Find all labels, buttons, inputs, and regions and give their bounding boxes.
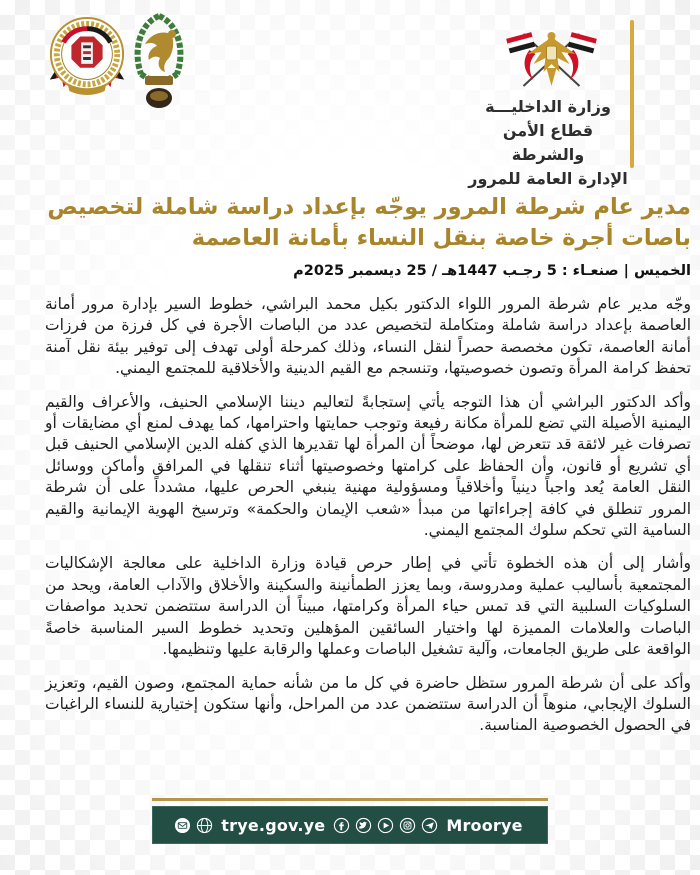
footer-gold-rule: [152, 798, 548, 801]
youtube-icon: [377, 817, 394, 834]
paragraph-2: وأكد الدكتور البراشي أن هذا التوجه يأتي إستجابةً لتعاليم ديننا الإسلامي الحنيف، والأعراف والقيم اليمنية الأصيلة التي تضع للمرأة مكانة رفيعة وتوجب حمايتها واحترامها، كما يهدف لمنع أي مضايقات أو تصرفات غير لائقة قد تتعرض لها، موضحاً أن المرأة لها تقديرها الذي كفله الدين الإسلامي الحنيف قبل أي تشريع أو قانون، وأن الحفاظ على كرامتها وخصوصيتها أثناء تنقلها في المرافق وأماكن ووسائل النقل العامة يُعد واجباً دينياً وأخلاقياً ومسؤولية مهنية ينبغي الحرص عليها، مشدداً على أن شرطة المرور تنطلق في كافة إجراءاتها من مبدأ «شعب الإيمان والحكمة» وترسيخ الهوية الإيمانية والقيم السامية التي تحكم سلوك المجتمع اليمني.: [45, 392, 691, 540]
article: [45, 192, 691, 737]
facebook-icon: [333, 817, 350, 834]
footer-bar: [152, 806, 548, 844]
dateline: الخميس | صنعـاء : 5 رجـب 1447هـ / 25 ديسمبر 2025م: [293, 263, 691, 279]
ministry-titles: [468, 95, 628, 191]
twitter-icon: [355, 817, 372, 834]
globe-icon: [196, 817, 213, 834]
email-icon: [174, 817, 191, 834]
yemen-national-emblem: [503, 28, 600, 92]
ministry-line-2: قطاع الأمن والشرطة: [502, 121, 594, 164]
ministry-line-3: الإدارة العامة للمرور: [468, 169, 628, 188]
footer-website: trye.gov.ye: [221, 815, 326, 835]
footer-handle: Mroorye: [446, 815, 523, 835]
paragraph-3: وأشار إلى أن هذه الخطوة تأتي في إطار حرص قيادة وزارة الداخلية على معالجة الإشكاليات المجتمعية بأساليب عملية ومدروسة، وبما يعزز الطمأنينة والسكينة والأخلاق والآداب العامة، ويحد من السلوكيات السلبية التي قد تمس حياء المرأة وكرامتها، مبيناً أن الدراسة ستتضمن تحديد مواصفات الباصات والعلامات المميزة لها واختيار السائقين المؤهلين وتحديد خطوط السير المناسبة خاصةً الواقعة على طريق الجامعات، وآلية تشغيل الباصات وعملها والرقابة عليها وتنظيمها.: [45, 554, 691, 659]
telegram-icon: [421, 817, 438, 834]
traffic-police-emblem: [48, 14, 126, 102]
paragraph-4: وأكد على أن شرطة المرور ستظل حاضرة في كل ما من شأنه حماية المجتمع، وصون القيم، وتعزيز السلوك الإيجابي، منوهاً أن الدراسة ستتضمن عدد من المراحل، وأنها ستكون إختيارية للنساء الراغبات في الحصول الخصوصية المناسبة.: [45, 673, 691, 735]
gold-divider-line: [630, 20, 634, 168]
paragraph-1: وجّه مدير عام شرطة المرور اللواء الدكتور بكيل محمد البراشي، خطوط السير بإدارة مرور أمانة العاصمة بإعداد دراسة شاملة ومتكاملة لتخصيص عدد من الباصات الأجرة في كل فرزة من فرزات أمانة العاصمة، تكون مخصصة حصراً لنقل النساء، وذلك كمرحلة أولى تهدف إلى توفير بيئة نقل آمنة تحفظ كرامة المرأة وتصون خصوصيتها، وتنسجم مع القيم الدينية والأخلاقية للمجتمع اليمني.: [45, 295, 691, 378]
ministry-line-1: وزارة الداخليـــة: [485, 97, 611, 116]
ministry-interior-emblem: [131, 12, 187, 112]
instagram-icon: [399, 817, 416, 834]
page-title: مدير عام شرطة المرور يوجّه بإعداد دراسة شاملة لتخصيص باصات أجرة خاصة بنقل النساء بأمانة العاصمة: [47, 194, 691, 251]
